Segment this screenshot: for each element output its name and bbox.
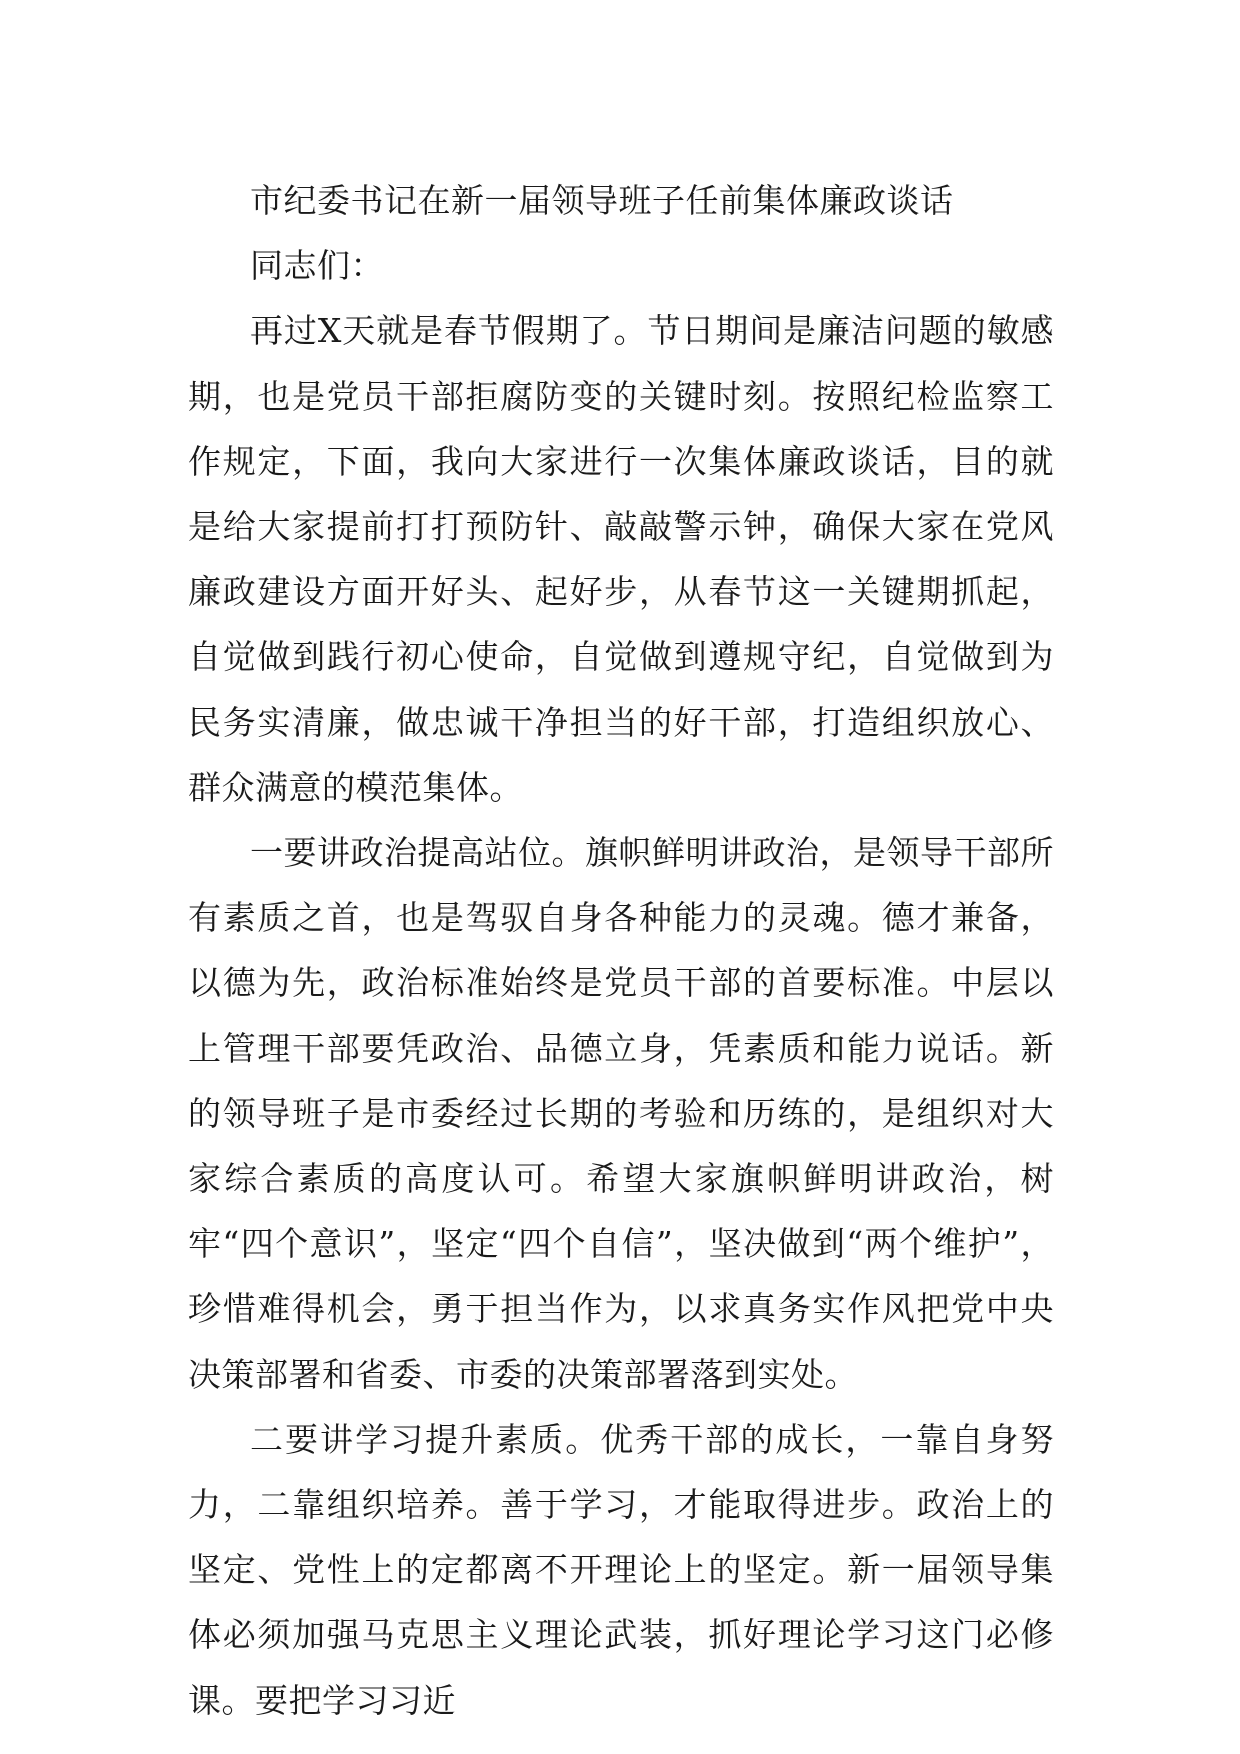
paragraph-politics: 一要讲政治提高站位。旗帜鲜明讲政治，是领导干部所有素质之首，也是驾驭自身各种能力的灵魂。德才兼备，以德为先，政治标准始终是党员干部的首要标准。中层以上管理干部要凭政治、品德立身，凭素质和能力说话。新的领导班子是市委经过长期的考验和历练的，是组织对大家综合素质的高度认可。希望大家旗帜鲜明讲政治，树牢“四个意识”，坚定“四个自信”，坚决做到“两个维护”，珍惜难得机会，勇于担当作为，以求真务实作风把党中央决策部署和省委、市委的决策部署落到实处。 <box>188 833 1054 1394</box>
document-title: 市纪委书记在新一届领导班子任前集体廉政谈话 <box>250 181 954 220</box>
greeting-line: 同志们： <box>250 246 384 286</box>
document-body <box>188 168 1054 1733</box>
paragraph-learning: 二要讲学习提升素质。优秀干部的成长，一靠自身努力，二靠组织培养。善于学习，才能取得进步。政治上的坚定、党性上的定都离不开理论上的坚定。新一届领导集体必须加强马克思主义理论武装，抓好理论学习这门必修课。要把学习习近 <box>188 1419 1054 1720</box>
paragraph-intro: 再过X天就是春节假期了。节日期间是廉洁问题的敏感期，也是党员干部拒腐防变的关键时刻。按照纪检监察工作规定，下面，我向大家进行一次集体廉政谈话，目的就是给大家提前打打预防针、敲敲警示钟，确保大家在党风廉政建设方面开好头、起好步，从春节这一关键期抓起，自觉做到践行初心使命，自觉做到遵规守纪，自觉做到为民务实清廉，做忠诚干净担当的好干部，打造组织放心、群众满意的模范集体。 <box>188 311 1054 807</box>
